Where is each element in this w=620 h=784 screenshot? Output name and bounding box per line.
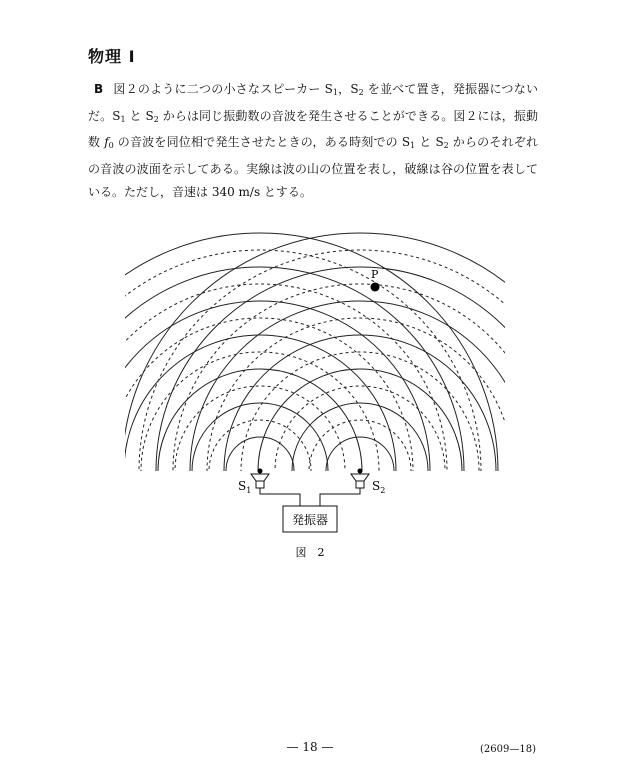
page-number: — 18 —: [286, 740, 334, 754]
text-seg-8: からのそれぞれの音波の波面を示してある。実線は波の山の位置を表し，破線は谷の位置を表している。ただし，音速は 340 m/s とする。: [88, 135, 538, 199]
speaker-s2: [351, 469, 369, 489]
speaker-s2-label: $S_2$: [372, 479, 386, 495]
oscillator-label: 発振器: [291, 513, 329, 527]
sub-2c: 2: [443, 141, 449, 150]
point-p-label: P: [371, 268, 379, 281]
wavefronts: [22, 233, 598, 709]
problem-label: B: [94, 82, 104, 96]
sub-1c: 1: [410, 141, 416, 150]
sub-0: 0: [108, 141, 114, 150]
text-seg-7: と S: [415, 135, 444, 149]
sub-2b: 2: [153, 114, 159, 124]
sub-1a: 1: [332, 88, 338, 97]
text-seg-2: ，S: [337, 82, 359, 96]
text-seg-5: からは同じ振動数の音波を発生させることができる。図２には，振動数: [88, 108, 538, 149]
document-code: (2609—18): [480, 744, 536, 755]
wire-s1: [260, 488, 300, 506]
sub-1b: 1: [120, 114, 126, 124]
frequency-symbol: f: [104, 135, 109, 149]
speaker-s1-label: $S_1$: [238, 479, 252, 495]
wire-s2: [320, 488, 360, 506]
text-seg-3: を並べて置き，発振器につないだ。S: [88, 82, 538, 123]
text-seg-6: の音波を同位相で発生させたときの，ある時刻での S: [113, 135, 411, 149]
page-title: 物理 I: [88, 47, 136, 66]
text-seg-4: と S: [125, 108, 154, 123]
figure-caption: 図 2: [295, 546, 325, 559]
text-seg-1: 図２のように二つの小さなスピーカー S: [113, 82, 333, 96]
point-p: [371, 283, 380, 292]
sub-2a: 2: [358, 88, 364, 97]
speaker-s1: [251, 469, 269, 489]
